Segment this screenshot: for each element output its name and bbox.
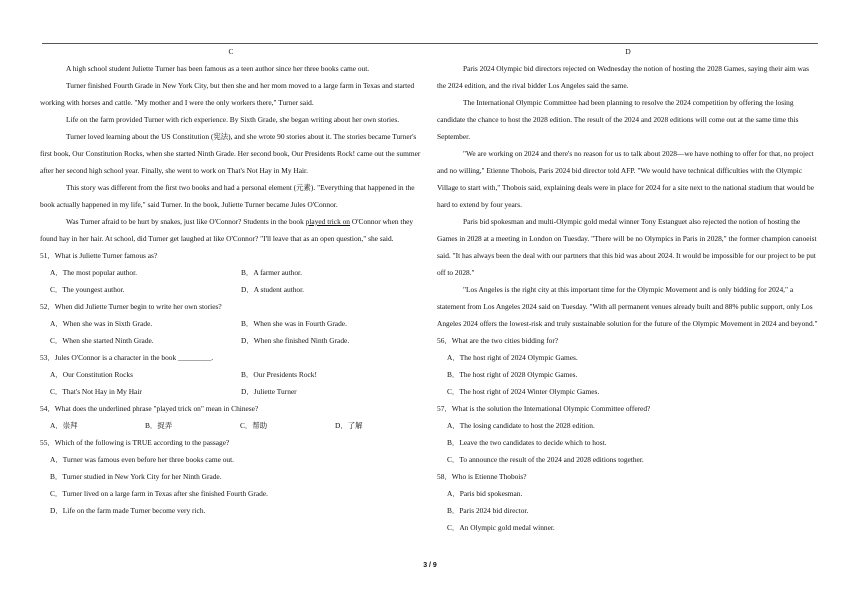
paragraph-text: Was Turner afraid to be hurt by snakes, just like O'Connor? Students in the book xyxy=(66,217,306,226)
question-58: 58．Who is Etienne Thobois? xyxy=(437,472,527,481)
option-a: A．Our Constitution Rocks xyxy=(50,370,133,379)
section-label-d: D xyxy=(625,47,631,56)
option-a: A．The host right of 2024 Olympic Games. xyxy=(447,353,578,362)
page-number: 3 / 9 xyxy=(423,562,437,569)
option-d: D．A student author. xyxy=(241,285,305,294)
question-51-options xyxy=(40,281,422,298)
option-c: C．The host right of 2024 Winter Olympic Games. xyxy=(447,387,600,396)
option-b: B．The host right of 2028 Olympic Games. xyxy=(447,370,578,379)
option-c: C．The youngest author. xyxy=(50,285,125,294)
paragraph: Life on the farm provided Turner with rich experience. By Sixth Grade, she began writing about her own stories. xyxy=(66,115,400,124)
paragraph: A high school student Juliette Turner has been famous as a teen author since her three books came out. xyxy=(66,64,370,73)
section-label-c: C xyxy=(228,47,234,56)
paragraph: Paris 2024 Olympic bid directors rejected on Wednesday the notion of hosting the 2028 Games, saying their aim was the 2024 edition, and the rival bidder Los Angeles said the same. xyxy=(437,64,809,90)
option-d: D．Juliette Turner xyxy=(241,387,297,396)
option-c: C．That's Not Hay in My Hair xyxy=(50,387,142,396)
option-d: D．When she finished Ninth Grade. xyxy=(241,336,350,345)
option-d: D．了解 xyxy=(335,421,363,430)
question-53-options xyxy=(40,383,422,400)
option-b: B．Paris 2024 bid director. xyxy=(447,506,529,515)
question-56: 56．What are the two cities bidding for? xyxy=(437,336,559,345)
option-b: B．Our Presidents Rock! xyxy=(241,370,317,379)
option-a: A．崇拜 xyxy=(50,421,78,430)
question-55: 55．Which of the following is TRUE according to the passage? xyxy=(40,438,230,447)
question-57: 57．What is the solution the International Olympic Committee offered? xyxy=(437,404,651,413)
option-c: C．To announce the result of the 2024 and 2028 editions together. xyxy=(447,455,644,464)
question-52-options xyxy=(40,332,422,349)
question-54-options xyxy=(40,417,422,434)
option-c: C．Turner lived on a large farm in Texas after she finished Fourth Grade. xyxy=(50,489,268,498)
question-51-options xyxy=(40,264,422,281)
option-d: D．Life on the farm made Turner become very rich. xyxy=(50,506,206,515)
paragraph: Turner loved learning about the US Constitution (宪法), and she wrote 90 stories about it. The stories became Turner's first book, Our Constitution Rocks, when she started Ninth Grade. Her second book, Our Presidents Rock! came out the summer after her second high school year. Finally, she went to work on That's Not Hay in My Hair. xyxy=(40,132,421,175)
question-52: 52．When did Juliette Turner begin to write her own stories? xyxy=(40,302,222,311)
paragraph-text: O'Connor when they found hay in her hair. At school, did Turner get laughed at like O'Connor? "I'll leave that as an open question," she said. xyxy=(40,217,414,243)
question-53: 53．Jules O'Connor is a character in the book _________. xyxy=(40,353,214,362)
option-b: B．Turner studied in New York City for her Ninth Grade. xyxy=(50,472,222,481)
option-a: A．The most popular author. xyxy=(50,268,138,277)
paragraph: Turner finished Fourth Grade in New York City, but then she and her mom moved to a large farm in Texas and started working with horses and cattle. "My mother and I were the only workers there," Turner said. xyxy=(40,81,415,107)
option-c: C．When she started Ninth Grade. xyxy=(50,336,154,345)
question-52-options xyxy=(40,315,422,332)
question-51: 51．What is Juliette Turner famous as? xyxy=(40,251,158,260)
option-a: A．Turner was famous even before her three books came out. xyxy=(50,455,235,464)
option-b: B．捉弄 xyxy=(145,421,173,430)
paragraph: The International Olympic Committee had been planning to resolve the 2024 competition by offering the losing candidate the chance to host the 2028 edition. The result of the 2024 and 2028 editions will come out at the same time this September. xyxy=(437,98,799,141)
question-54: 54．What does the underlined phrase "played trick on" mean in Chinese? xyxy=(40,404,259,413)
paragraph: This story was different from the first two books and had a personal element (元素). "Everything that happened in the book actually happened in my life," said Turner. In the book, Juliette Turner became Jules O'Connor. xyxy=(40,183,415,209)
option-b: B．When she was in Fourth Grade. xyxy=(241,319,347,328)
option-a: A．When she was in Sixth Grade. xyxy=(50,319,153,328)
option-c: C．帮助 xyxy=(240,421,268,430)
paragraph: "Los Angeles is the right city at this important time for the Olympic Movement and is only bidding for 2024," a statement from Los Angeles 2024 said on Tuesday. "With all permanent venues already built and 88% public support, only Los Angeles 2024 offers the lowest-risk and truly sustainable solution for the future of the Olympic Movement in 2024 and beyond." xyxy=(437,285,818,328)
question-53-options xyxy=(40,366,422,383)
option-b: B．A farmer author. xyxy=(241,268,302,277)
paragraph xyxy=(40,213,422,247)
option-c: C．An Olympic gold medal winner. xyxy=(447,523,555,532)
passage-c-column xyxy=(40,44,422,519)
option-a: A．Paris bid spokesman. xyxy=(447,489,523,498)
option-b: B．Leave the two candidates to decide which to host. xyxy=(447,438,607,447)
underlined-phrase: played trick on xyxy=(305,217,351,226)
passage-d-column xyxy=(437,44,819,536)
option-a: A．The losing candidate to host the 2028 edition. xyxy=(447,421,595,430)
paragraph: "We are working on 2024 and there's no reason for us to talk about 2028—we have nothing to offer for that, no project and no willing," Etienne Thobois, Paris 2024 bid director told AFP. "We would have technical difficulties with the Olympic Village to start with," Thobois said, explaining deals were in place for 2024 for a site next to the national stadium that would be hard to extend by four years. xyxy=(437,149,815,209)
paragraph: Paris bid spokesman and multi-Olympic gold medal winner Tony Estanguet also rejected the notion of hosting the Games in 2028 at a meeting in London on Tuesday. "There will be no Olympics in Paris in 2028," the former champion canoeist said. "It has always been the deal with our partners that this bid was about 2024. It would be impossible for our project to be put off to 2028." xyxy=(437,217,817,277)
